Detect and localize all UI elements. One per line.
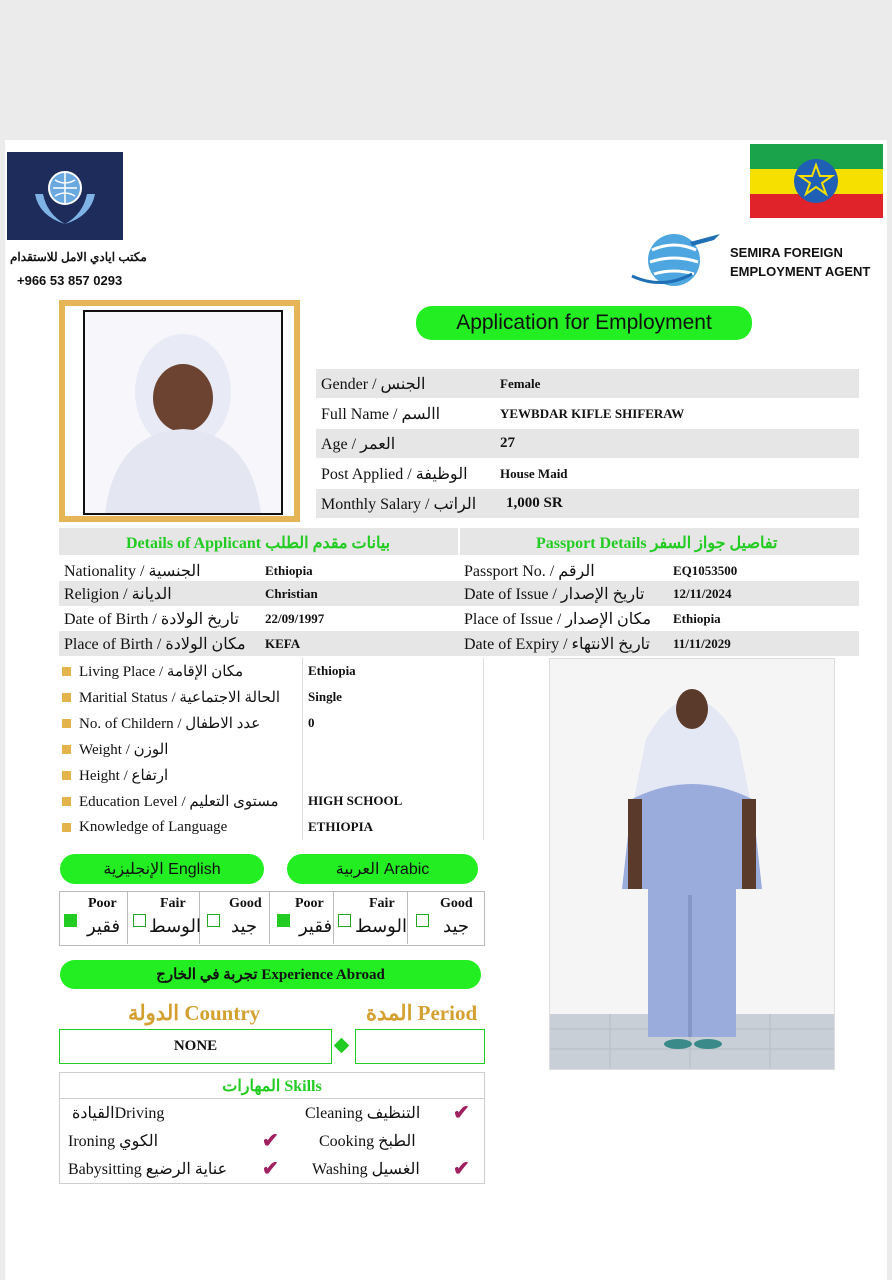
checkmark-icon: ✔ [262, 1156, 279, 1180]
skill-label: Cleaning التنظيف [305, 1105, 421, 1122]
header-divider [458, 528, 460, 555]
details-label: Maritial Status / الحالة الاجتماعية [79, 689, 281, 706]
summary-row [316, 399, 859, 428]
passport-label: Passport No. / الرقم [464, 562, 595, 580]
skill-item [68, 1159, 227, 1179]
english-pill [60, 854, 264, 884]
level-ar: جيد [231, 916, 258, 936]
bullet-icon [62, 693, 71, 702]
full-body-photo [549, 658, 835, 1070]
applicant-value: 22/09/1997 [265, 610, 325, 626]
experience-header: تجربة في الخارج Experience Abroad [156, 967, 385, 983]
details-divider [302, 658, 303, 840]
level-en: Poor [88, 896, 117, 911]
summary-value: 27 [500, 435, 515, 451]
country-field [59, 1029, 332, 1064]
details-label: Height / ارتفاع [79, 767, 169, 784]
airplane-globe-icon [630, 228, 726, 290]
bullet-icon [62, 719, 71, 728]
skill-label: Babysitting عناية الرضيع [68, 1161, 228, 1178]
checkmark-icon: ✔ [453, 1156, 470, 1180]
skill-item [312, 1159, 420, 1179]
skill-item [68, 1131, 158, 1151]
applicant-label: Date of Birth / تاريخ الولادة [64, 610, 239, 628]
passport-value: 11/11/2029 [673, 635, 731, 651]
level-ar: جيد [443, 916, 470, 936]
skill-item [319, 1131, 416, 1151]
summary-label: Monthly Salary / الراتب [321, 495, 477, 513]
experience-pill [60, 960, 481, 989]
applicant-value: KEFA [265, 635, 301, 651]
agent-name-line2: EMPLOYMENT AGENT [730, 264, 871, 279]
skill-label: Washing الغسيل [312, 1161, 420, 1178]
detail-row [59, 581, 859, 606]
passport-value: 12/11/2024 [673, 585, 732, 601]
passport-value: Ethiopia [673, 610, 721, 626]
details-label: Knowledge of Language [79, 818, 228, 835]
summary-label: Post Applied / الوظيفة [321, 465, 468, 483]
period-label: المدة Period [366, 1001, 478, 1025]
details-item [62, 710, 482, 736]
level-checkbox[interactable] [207, 914, 220, 927]
summary-label: Gender / الجنس [321, 375, 426, 393]
skill-label: Cooking الطبخ [319, 1133, 416, 1150]
country-value: NONE [173, 1038, 218, 1054]
bullet-icon [62, 667, 71, 676]
country-label: الدولة Country [128, 1001, 261, 1025]
passport-label: Date of Expiry / تاريخ الانتهاء [464, 635, 650, 653]
passport-label: Date of Issue / تاريخ الإصدار [464, 585, 645, 603]
summary-value: 1,000 SR [506, 495, 563, 511]
passport-header: Passport Details تفاصيل جواز السفر [536, 535, 778, 552]
applicant-label: Nationality / الجنسية [64, 562, 201, 580]
bullet-icon [62, 797, 71, 806]
level-en: Fair [160, 896, 186, 911]
arabic-label: العربية Arabic [335, 861, 430, 878]
bullet-icon [62, 771, 71, 780]
level-en: Fair [369, 896, 395, 911]
level-ar: فقير [87, 916, 121, 936]
bullet-icon [62, 745, 71, 754]
summary-value: House Maid [500, 465, 568, 481]
level-en: Good [440, 896, 473, 911]
office-logo [7, 152, 123, 240]
checkmark-icon: ✔ [262, 1128, 279, 1152]
details-label: No. of Childern / عدد الاطفال [79, 715, 261, 732]
details-item [62, 736, 482, 762]
applicant-label: Place of Birth / مكان الولادة [64, 635, 246, 653]
english-label: الإنجليزية English [103, 861, 221, 878]
level-checkbox[interactable] [338, 914, 351, 927]
level-en: Good [229, 896, 262, 911]
passport-label: Place of Issue / مكان الإصدار [464, 610, 652, 628]
level-ar: الوسط [355, 916, 407, 936]
details-item [62, 788, 482, 814]
details-value: Ethiopia [308, 663, 356, 678]
details-value: ETHIOPIA [308, 819, 374, 834]
details-value: 0 [308, 715, 315, 730]
level-checkbox[interactable] [64, 914, 77, 927]
portrait-photo [59, 300, 300, 522]
summary-row [316, 369, 859, 398]
details-value: Single [308, 689, 342, 704]
ethiopia-flag-icon [750, 144, 883, 218]
details-label: Weight / الوزن [79, 741, 169, 758]
details-value: HIGH SCHOOL [308, 793, 403, 808]
language-level [333, 892, 408, 944]
language-level [199, 892, 270, 944]
language-level [127, 892, 200, 944]
page-title [416, 306, 752, 340]
arabic-pill [287, 854, 478, 884]
passport-value: EQ1053500 [673, 562, 738, 578]
details-item [62, 684, 482, 710]
language-level [407, 892, 483, 944]
skill-item [305, 1103, 420, 1123]
period-field [355, 1029, 485, 1064]
office-phone: +966 53 857 0293 [17, 273, 123, 288]
level-ar: فقير [299, 916, 333, 936]
level-ar: الوسط [149, 916, 201, 936]
page-title-text: Application for Employment [456, 311, 712, 334]
summary-row [316, 429, 859, 458]
details-item [62, 814, 482, 840]
details-label: Living Place / مكان الإقامة [79, 663, 244, 680]
summary-label: Age / العمر [321, 435, 396, 453]
level-checkbox[interactable] [416, 914, 429, 927]
details-item [62, 658, 482, 684]
skill-label: Ironing الكوي [68, 1133, 159, 1150]
summary-value: Female [500, 375, 541, 391]
checkmark-icon: ✔ [453, 1100, 470, 1124]
details-item [62, 762, 482, 788]
bullet-icon [62, 823, 71, 832]
agent-name-line1: SEMIRA FOREIGN [730, 245, 843, 260]
details-label: Education Level / مستوى التعليم [79, 793, 279, 810]
office-name: مكتب ايادي الامل للاستقدام [10, 250, 147, 264]
language-level [269, 892, 334, 944]
detail-row [59, 631, 859, 656]
applicant-value: Ethiopia [265, 562, 313, 578]
detail-row [59, 606, 859, 631]
applicant-label: Religion / الديانة [64, 585, 172, 603]
applicant-value: Christian [265, 585, 318, 601]
level-checkbox[interactable] [133, 914, 146, 927]
level-en: Poor [295, 896, 324, 911]
applicant-header: Details of Applicant بيانات مقدم الطلب [126, 535, 391, 552]
skill-item [72, 1103, 164, 1123]
summary-value: YEWBDAR KIFLE SHIFERAW [500, 405, 685, 421]
language-level [59, 892, 128, 944]
skills-header: المهارات Skills [222, 1078, 322, 1095]
summary-row [316, 459, 859, 488]
level-checkbox[interactable] [277, 914, 290, 927]
summary-label: Full Name / االسم [321, 405, 441, 423]
skill-label: القيادةDriving [72, 1105, 165, 1122]
details-divider [483, 658, 484, 840]
skills-divider [60, 1098, 484, 1099]
summary-row [316, 489, 859, 518]
